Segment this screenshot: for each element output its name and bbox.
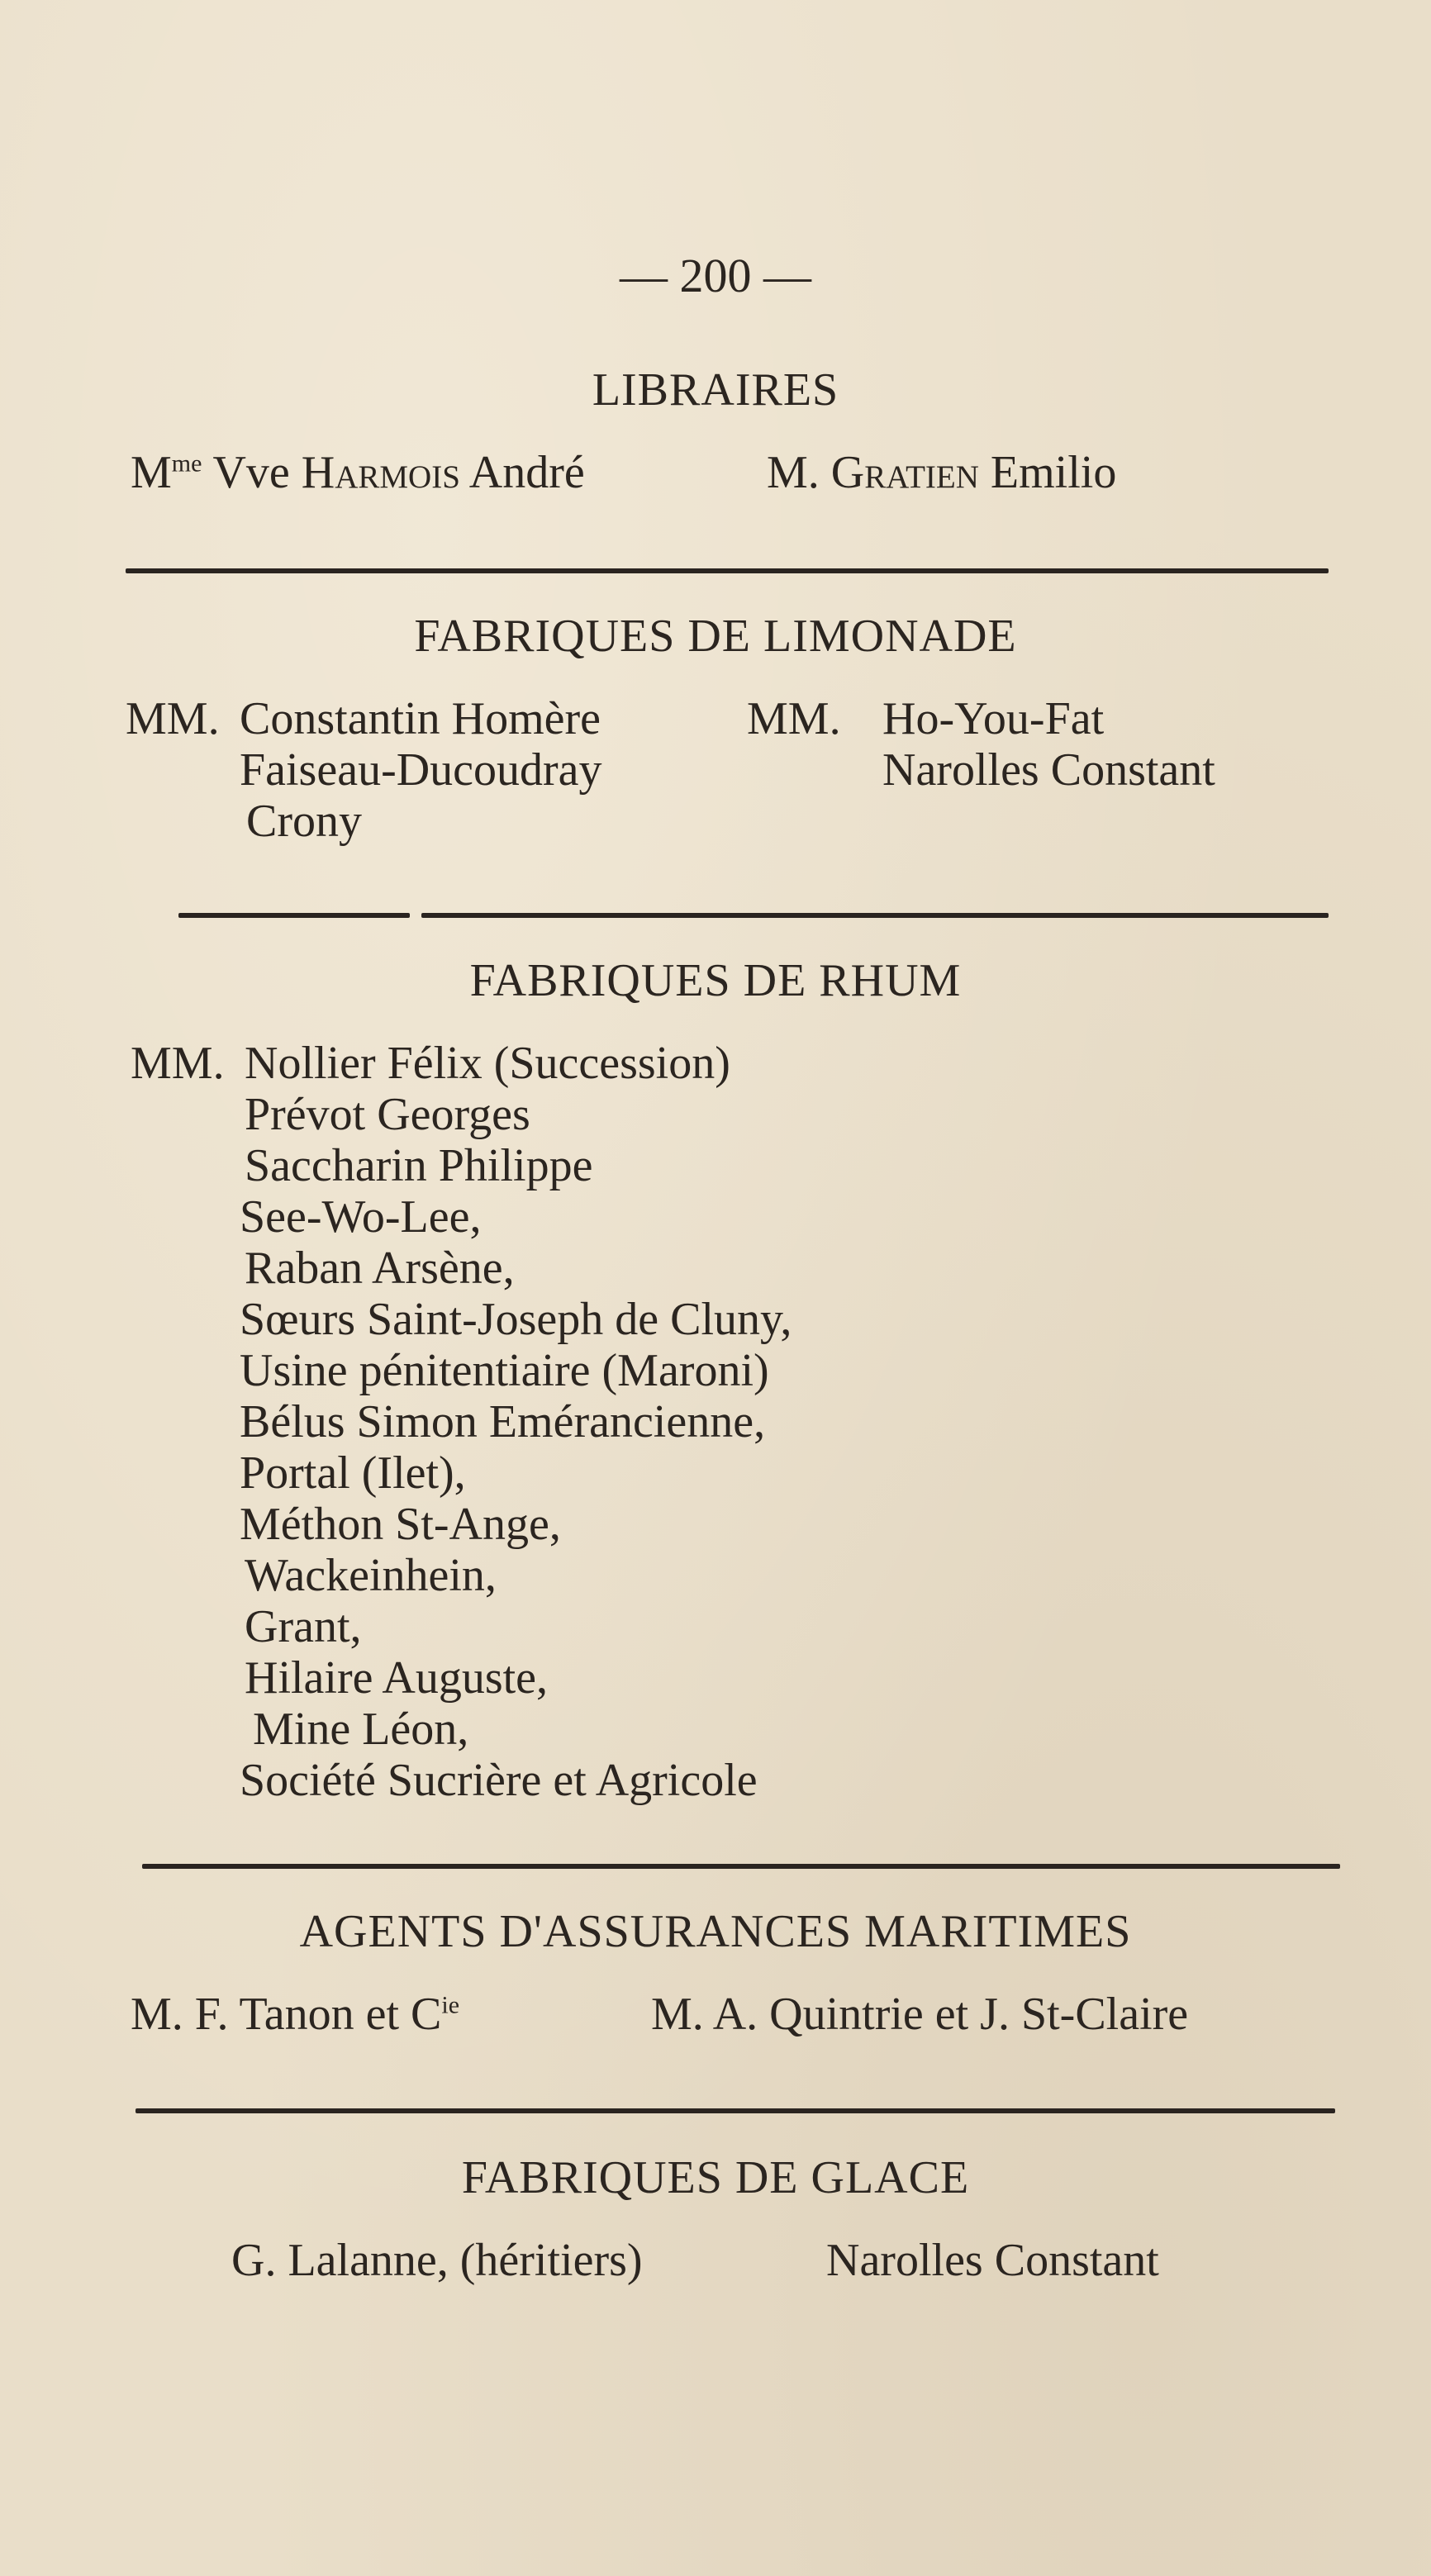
glace-lalanne: G. Lalanne, (héritiers): [231, 2235, 643, 2286]
rhum-name: Mine Léon,: [253, 1704, 469, 1755]
libraire-gratien: [767, 446, 1116, 499]
company-superscript: ie: [441, 1991, 460, 2019]
section-divider: [178, 913, 410, 918]
assurance-tanon: [131, 1988, 459, 2041]
section-divider: [126, 568, 1329, 573]
title-prefix: M.: [767, 447, 831, 498]
rhum-name: Portal (Ilet),: [240, 1447, 466, 1499]
rhum-name: Raban Arsène,: [245, 1243, 515, 1294]
libraire-harmois-surname: Harmois: [301, 447, 460, 498]
rhum-name: Hilaire Auguste,: [245, 1652, 549, 1704]
rhum-name: Société Sucrière et Agricole: [240, 1755, 758, 1806]
glace-narolles: Narolles Constant: [826, 2235, 1159, 2286]
heading-libraires: LIBRAIRES: [592, 364, 839, 416]
rhum-prefix: MM.: [131, 1038, 225, 1089]
libraire-harmois-firstname: André: [459, 447, 585, 498]
libraire-gratien-surname: Gratien: [830, 447, 979, 498]
libraire-harmois-vve: Vve: [202, 447, 302, 498]
libraire-harmois: [131, 446, 585, 499]
rhum-name: Sœurs Saint-Joseph de Cluny,: [240, 1294, 792, 1345]
section-divider: [421, 913, 1329, 918]
libraire-gratien-firstname: Emilio: [978, 447, 1117, 498]
rhum-name: See-Wo-Lee,: [240, 1191, 482, 1243]
heading-limonade: FABRIQUES DE LIMONADE: [414, 611, 1017, 662]
limonade-right-name: Narolles Constant: [882, 744, 1215, 796]
section-divider: [135, 2108, 1335, 2113]
heading-rhum: FABRIQUES DE RHUM: [469, 955, 962, 1006]
title-prefix: M: [131, 447, 172, 498]
heading-assurances: AGENTS D'ASSURANCES MARITIMES: [299, 1906, 1132, 1957]
limonade-left-name: Faiseau-Ducoudray: [240, 744, 602, 796]
rhum-name: Méthon St-Ange,: [240, 1499, 561, 1550]
rhum-name: Nollier Félix (Succession): [245, 1038, 730, 1089]
rhum-name: Grant,: [245, 1601, 362, 1652]
limonade-right-prefix: MM.: [747, 693, 841, 744]
rhum-name: Prévot Georges: [245, 1089, 530, 1140]
assurance-quintrie: M. A. Quintrie et J. St-Claire: [651, 1989, 1189, 2040]
limonade-left-name: Crony: [246, 796, 362, 847]
limonade-right-name: Ho-You-Fat: [882, 693, 1105, 744]
heading-glace: FABRIQUES DE GLACE: [461, 2152, 970, 2203]
rhum-name: Wackeinhein,: [245, 1550, 497, 1601]
limonade-left-name: Constantin Homère: [240, 693, 601, 744]
assurance-tanon-name: M. F. Tanon et C: [131, 1989, 442, 2040]
rhum-name: Bélus Simon Emérancienne,: [240, 1396, 766, 1447]
rhum-name: Usine pénitentiaire (Maroni): [240, 1345, 769, 1396]
section-divider: [142, 1864, 1340, 1869]
limonade-left-prefix: MM.: [126, 693, 220, 744]
page-number: — 200 —: [620, 249, 811, 302]
title-superscript: me: [171, 449, 202, 478]
rhum-name: Saccharin Philippe: [245, 1140, 593, 1191]
